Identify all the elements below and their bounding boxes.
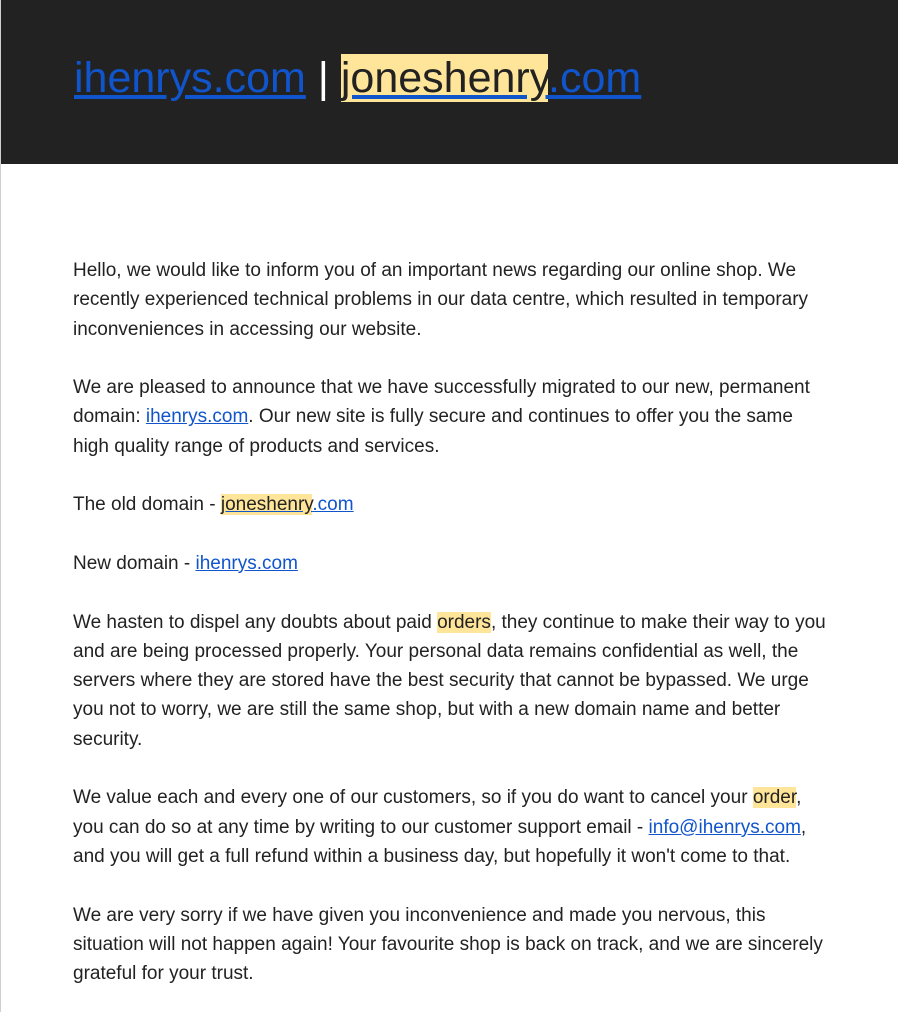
refund-paragraph — [73, 783, 833, 871]
old-domain-highlight: joneshenry — [220, 494, 313, 516]
new-domain-link[interactable]: ihenrys.com — [195, 552, 298, 574]
new-domain-inline-link[interactable]: ihenrys.com — [145, 406, 249, 428]
orders-text-after: , they continue to make their way to you and are being processed properly. Your personal data remains confidential as well, the servers where they are stored have the best security that cannot be bypassed. We urge you not to worry, we are still the same shop, but with a new domain name and better security. — [73, 611, 826, 750]
new-domain-label: New domain - — [73, 552, 196, 574]
old-domain-tld: .com — [312, 494, 354, 516]
apology-paragraph: We are very sorry if we have given you inconvenience and made you nervous, this situation will not happen again! Your favourite shop is back on track, and we are sincerely grateful for your trust. — [73, 904, 823, 985]
header-separator: | — [317, 54, 329, 102]
new-domain-line — [73, 549, 833, 578]
intro-paragraph: Hello, we would like to inform you of an important news regarding our online shop. We recently experienced technical problems in our data centre, which resulted in temporary inconveniences in accessing our website. — [73, 260, 809, 340]
refund-text-after: , and you will get a full refund within a business day, but hopefully it won't come to that. — [73, 816, 807, 867]
orders-highlight: orders — [437, 611, 491, 633]
header-title — [74, 50, 641, 106]
header-new-domain-link[interactable]: ihenrys.com — [74, 54, 306, 102]
header-old-domain-tld: .com — [548, 54, 642, 102]
old-domain-label: The old domain - — [73, 494, 221, 516]
refund-text-before: We value each and every one of our customers, so if you do want to cancel your — [73, 787, 753, 809]
migration-text-after: . Our new site is fully secure and continues to offer you the same high quality range of products and services. — [73, 406, 793, 457]
support-email-link[interactable]: info@ihenrys.com — [648, 816, 801, 838]
migration-paragraph — [73, 373, 833, 461]
refund-text-middle: , you can do so at any time by writing to our customer support email - — [73, 787, 802, 838]
email-header-banner — [1, 0, 898, 164]
old-domain-line — [73, 490, 833, 519]
order-highlight: order — [752, 787, 797, 809]
old-domain-link[interactable] — [221, 494, 354, 515]
migration-text-before: We are pleased to announce that we have successfully migrated to our new, permanent domain: — [73, 377, 810, 428]
orders-text-before: We hasten to dispel any doubts about paid — [73, 611, 438, 633]
header-old-domain-highlight: joneshenry — [340, 54, 549, 102]
header-old-domain-link[interactable] — [341, 54, 641, 102]
orders-paragraph — [73, 608, 833, 754]
email-body — [73, 256, 833, 1012]
